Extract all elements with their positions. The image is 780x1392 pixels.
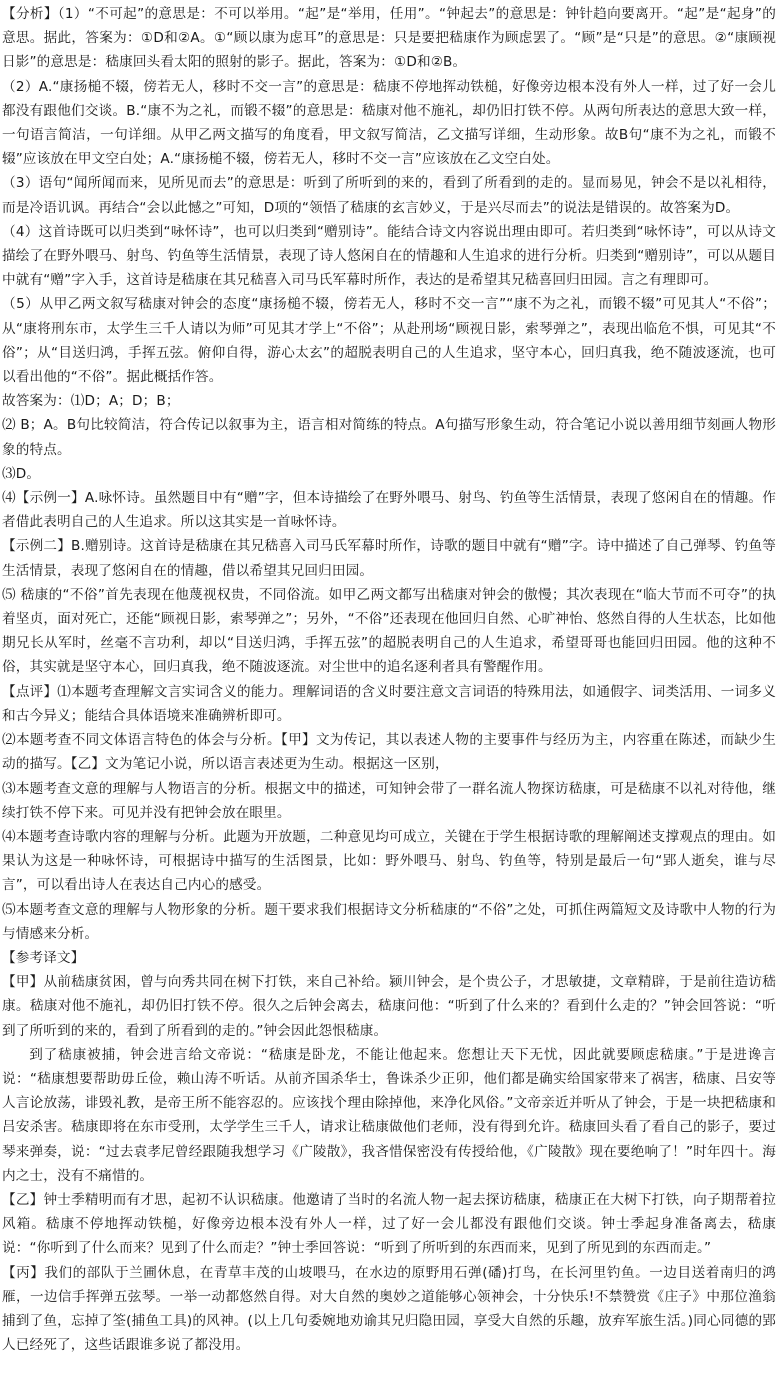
translation-yi: 【乙】钟士季精明而有才思，起初不认识嵇康。他邀请了当时的名流人物一起去探访嵇康，嵇康正在大树下打铁，向子期帮着拉风箱。嵇康不停地挥动铁槌，好像旁边根本没有外人一样，过了好一会儿都没有跟他们交谈。钟士季起身准备离去，嵇康说：“你听到了什么而来？见到了什么而走？”钟士季回答说：“听到了所听到的东西而来，见到了所见到的东西而走。”: [2, 1191, 776, 1257]
analysis-part4: （4）这首诗既可以归类到“咏怀诗”，也可以归类到“赠别诗”。能结合诗文内容说出理由即可。若归类到“咏怀诗”，可以从诗文描绘了在野外喂马、射鸟、钓鱼等生活情景，表现了诗人悠闲自在的情趣和人生追求的进行分析。归类到“赠别诗”，可以从题目中就有“赠”字入手，这首诗是嵇康在其兄嵇喜入司马氏军幕时所作，表达的是希望其兄嵇喜回归田园。言之有理即可。: [2, 223, 776, 289]
comment-5: ⑸本题考查文意的理解与人物形象的分析。题干要求我们根据诗文分析嵇康的“不俗”之处，可抓住两篇短文及诗歌中人物的行为与情感来分析。: [2, 901, 776, 942]
answer-2: ⑵ B；A。B句比较简洁，符合传记以叙事为主，语言相对简练的特点。A句描写形象生动，符合笔记小说以善用细节刻画人物形象的特点。: [2, 417, 776, 458]
translation-heading: 【参考译文】: [2, 949, 85, 966]
comment-2: ⑵本题考查不同文体语言特色的体会与分析。【甲】文为传记，其以表述人物的主要事件与经历为主，内容重在陈述，而缺少生动的描写。【乙】文为笔记小说，所以语言表述更为生动。根据这一区别，: [2, 732, 776, 773]
comment-1: 【点评】⑴本题考查理解文言实词含义的能力。理解词语的含义时要注意文言词语的特殊用法，如通假字、词类活用、一词多义和古今异义；能结合具体语境来准确辨析即可。: [2, 683, 776, 724]
translation-jia: 【甲】从前嵇康贫困，曾与向秀共同在树下打铁，来自己补给。颍川钟会，是个贵公子，才思敏捷，文章精辟，于是前往造访嵇康。嵇康对他不施礼，却仍旧打铁不停。很久之后钟会离去，嵇康问他：“听到了什么来的？看到什么走的？”钟会回答说：“听到了所听到的来的，看到了所看到的走的。”钟会因此怨恨嵇康。: [2, 974, 776, 1039]
analysis-part2: （2）A.“康扬槌不辍，傍若无人，移时不交一言”的意思是：嵇康不停地挥动铁槌，好像旁边根本没有外人一样，过了好一会儿都没有跟他们交谈。B.“康不为之礼，而锻不辍”的意思是：嵇康对他不施礼，却仍旧打铁不停。从两句所表达的意思大致一样，一句语言简洁，一句详细。从甲乙两文描写的角度看，甲文叙写简洁，乙文描写详细，生动形象。故B句“康不为之礼，而锻不辍”应该放在甲文空白处；A.“康扬槌不辍，傍若无人，移时不交一言”应该放在乙文空白处。: [2, 78, 776, 168]
comment-4: ⑷本题考查诗歌内容的理解与分析。此题为开放题，二种意见均可成立，关键在于学生根据诗歌的理解阐述支撑观点的理由。如果认为这是一种咏怀诗，可根据诗中描写的生活图景，比如：野外喂马、射鸟、钓鱼等，特别是最后一句“郢人逝矣，谁与尽言”，可以看出诗人在表达自己内心的感受。: [2, 828, 776, 894]
answer-4-example2: 【示例二】B.赠别诗。这首诗是嵇康在其兄嵇喜入司马氏军幕时所作，诗歌的题目中就有“赠”字。诗中描述了自己弹琴、钓鱼等生活情景，表现了悠闲自在的情趣，借以希望其兄回归田园。: [2, 538, 776, 579]
translation-bing: 【丙】我们的部队于兰圃休息，在青草丰茂的山坡喂马，在水边的原野用石弹(磻)打鸟，在长河里钓鱼。一边目送着南归的鸿雁，一边信手挥弹五弦琴。一举一动都悠然自得。对大自然的奥妙之道能够心领神会，十分快乐!不禁赞赏《庄子》中那位渔翁捕到了鱼，忘掉了筌(捕鱼工具)的风神。(以上几句委婉地劝谕其兄归隐田园，享受大自然的乐趣，放弃军旅生活。)同心同德的郢人已经死了，这些话跟谁多说了都没用。: [2, 1264, 776, 1354]
answer-5: ⑸ 嵇康的“不俗”首先表现在他蔑视权贵，不同俗流。如甲乙两文都写出嵇康对钟会的傲慢；其次表现在“临大节而不可夺”的执着坚贞，面对死亡，还能“顾视日影，索琴弹之”；另外，“不俗”还表现在他回归自然、心旷神怡、悠然自得的人生状态，比如他期兄长从军时，丝毫不言功利，却以“目送归鸿，手挥五弦”的超脱表明自己的人生追求，希望哥哥也能回归田园。他的这种不俗，其实就是坚守本心，回归真我，绝不随波逐流。对尘世中的追名逐利者具有警醒作用。: [2, 586, 776, 676]
analysis-part5: （5）从甲乙两文叙写嵇康对钟会的态度“康扬槌不辍，傍若无人，移时不交一言”“康不为之礼，而锻不辍”可见其人“不俗”；从“康将刑东市，太学生三千人请以为师”可见其才学上“不俗”；从赴刑场“顾视日影，索琴弹之”，表现出临危不惧，可见其“不俗”；从“目送归鸿，手挥五弦。俯仰自得，游心太玄”的超脱表明自己的人生追求，坚守本心，回归真我，绝不随波逐流，也可以看出他的“不俗”。据此概括作答。: [2, 296, 776, 386]
answer-4-example1: ⑷【示例一】A.咏怀诗。虽然题目中有“赠”字，但本诗描绘了在野外喂马、射鸟、钓鱼等生活情景，表现了悠闲自在的情趣。作者借此表明自己的人生追求。所以这其实是一首咏怀诗。: [2, 490, 776, 531]
answer-summary: 故答案为：⑴D；A；D；B；: [2, 393, 180, 410]
answer-3: ⑶D。: [2, 465, 41, 482]
comment-3: ⑶本题考查文意的理解与人物语言的分析。根据文中的描述，可知钟会带了一群名流人物探访嵇康，可是嵇康不以礼对待他，继续打铁不停下来。可见并没有把钟会放在眼里。: [2, 780, 776, 821]
translation-jia-continued: 到了嵇康被捕，钟会进言给文帝说：“嵇康是卧龙，不能让他起来。您想让天下无忧，因此就要顾虑嵇康。”于是进谗言说：“嵇康想要帮助毋丘俭，赖山涛不听话。从前齐国杀华士，鲁诛杀少正卯，他们都是确实给国家带来了祸害，嵇康、吕安等人言论放荡，诽毁礼教，是帝王所不能容忍的。应该找个理由除掉他，来净化风俗。”文帝亲近并听从了钟会，于是一块把嵇康和吕安杀害。嵇康即将在东市受刑，太学学生三千人，请求让嵇康做他们老师，没有得到允许。嵇康回头看了看自己的影子，要过琴来弹奏，说：“过去袁孝尼曾经跟随我想学习《广陵散》，我吝惜保密没有传授给他，《广陵散》现在要绝响了！”时年四十。海内之士，没有不痛惜的。: [2, 1046, 776, 1184]
analysis-part1: 【分析】（1）“不可起”的意思是：不可以举用。“起”是“举用，任用”。“钟起去”的意思是：钟针趋向要离开。“起”是“起身”的意思。据此，答案为：①D和②A。①“顾以康为虑耳”的意思是：只是要把嵇康作为顾虑罢了。“顾”是“只是”的意思。②“康顾视日影”的意思是：嵇康回头看太阳的照射的影子。据此，答案为：①D和②B。: [2, 6, 776, 71]
analysis-part3: （3）语句“闻所闻而来，见所见而去”的意思是：听到了所听到的来的，看到了所看到的走的。显而易见，钟会不是以礼相待，而是冷语讥讽。再结合“会以此憾之”可知，D项的“领悟了嵇康的玄言妙义，于是兴尽而去”的说法是错误的。故答案为D。: [2, 175, 776, 216]
